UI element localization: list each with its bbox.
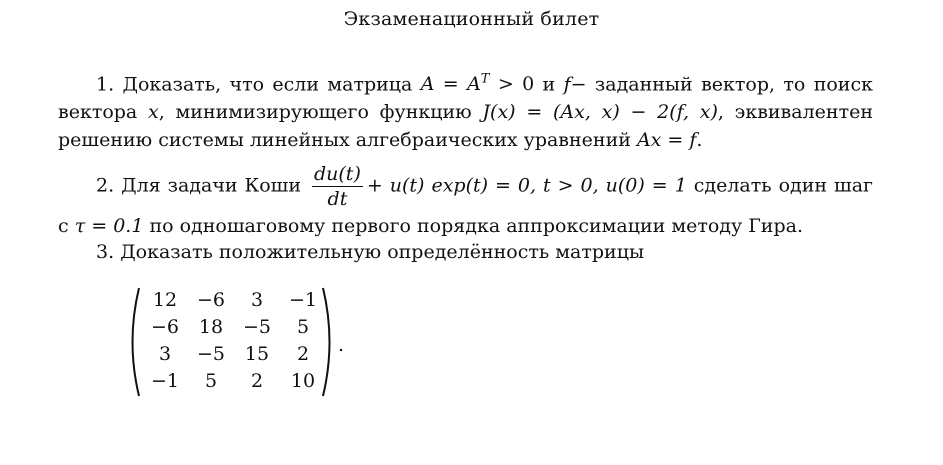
problem-3: [58, 238, 873, 266]
problem-1-math-a-base: A = A: [420, 73, 481, 96]
problem-1-text-d: , минимизирующего функцию: [158, 101, 483, 124]
problem-2-fraction: [312, 162, 363, 211]
matrix-cell: 15: [244, 342, 270, 365]
problem-1-math-c: x: [148, 101, 159, 124]
problem-3-text-a: Доказать положительную определённость матрицы: [120, 241, 645, 263]
page-title: Экзаменационный билет: [343, 8, 600, 30]
problem-2-number: 2.: [96, 174, 115, 197]
matrix-cell: 18: [198, 315, 224, 338]
matrix-cell: −6: [196, 288, 225, 311]
matrix-cell: 3: [250, 288, 264, 311]
problem-2-frac-den: dt: [327, 188, 348, 210]
matrix-cell: 10: [290, 369, 316, 392]
matrix-period: .: [338, 334, 345, 356]
matrix-row: [142, 286, 326, 313]
problem-2-math-b: τ = 0.1: [74, 215, 144, 237]
problem-1-math-a-tail: > 0: [489, 73, 535, 96]
problem-1-text-b: и: [534, 73, 564, 96]
problem-2-text-c: по одношаговому первого порядка аппроксимации методу Гира.: [143, 215, 803, 237]
problem-1-text-f: .: [696, 129, 703, 152]
matrix-row: [142, 313, 326, 340]
problem-2-math-a: + u(t) exp(t) = 0, t > 0, u(0) = 1: [366, 174, 687, 197]
matrix-cell: −1: [150, 369, 179, 392]
matrix: [142, 286, 326, 394]
problem-1-text-e: , эквивалентен решению системы линейных алгебраических уравнений: [58, 101, 873, 152]
matrix-cell: 3: [158, 342, 172, 365]
matrix-cell: −6: [150, 315, 179, 338]
matrix-cell: −1: [288, 288, 317, 311]
problem-1-text-c: − заданный вектор, то поиск вектора: [58, 73, 873, 124]
problem-1-text-a: Доказать, что если матрица: [122, 73, 413, 96]
problem-2-frac-num: du(t): [314, 163, 361, 185]
problem-1-math-a-sup: T: [480, 72, 490, 87]
problem-1: [58, 66, 873, 154]
matrix-row: [142, 367, 326, 394]
problem-1-math-b: f: [563, 73, 571, 96]
matrix-cell: 2: [250, 369, 264, 392]
problem-2-text-a: Для задачи Коши: [121, 174, 308, 197]
matrix-cell: 5: [296, 315, 310, 338]
problem-2-text-b: сделать один шаг с: [58, 174, 873, 237]
left-parenthesis: [124, 286, 142, 398]
problem-1-math-e: Ax = f: [636, 129, 697, 152]
matrix-cell: −5: [196, 342, 225, 365]
matrix-cell: 12: [152, 288, 178, 311]
problem-1-math-d: J(x) = (Ax, x) − 2(f, x): [482, 101, 718, 124]
matrix-cell: −5: [242, 315, 271, 338]
problem-2: [58, 162, 873, 241]
right-parenthesis: [320, 286, 338, 398]
matrix-row: [142, 340, 326, 367]
problem-1-number: 1.: [96, 73, 115, 96]
matrix-cell: 2: [296, 342, 310, 365]
problem-1-math-a: [421, 73, 534, 95]
problem-3-number: 3.: [96, 241, 115, 263]
matrix-block: [120, 286, 360, 396]
matrix-cell: 5: [204, 369, 218, 392]
